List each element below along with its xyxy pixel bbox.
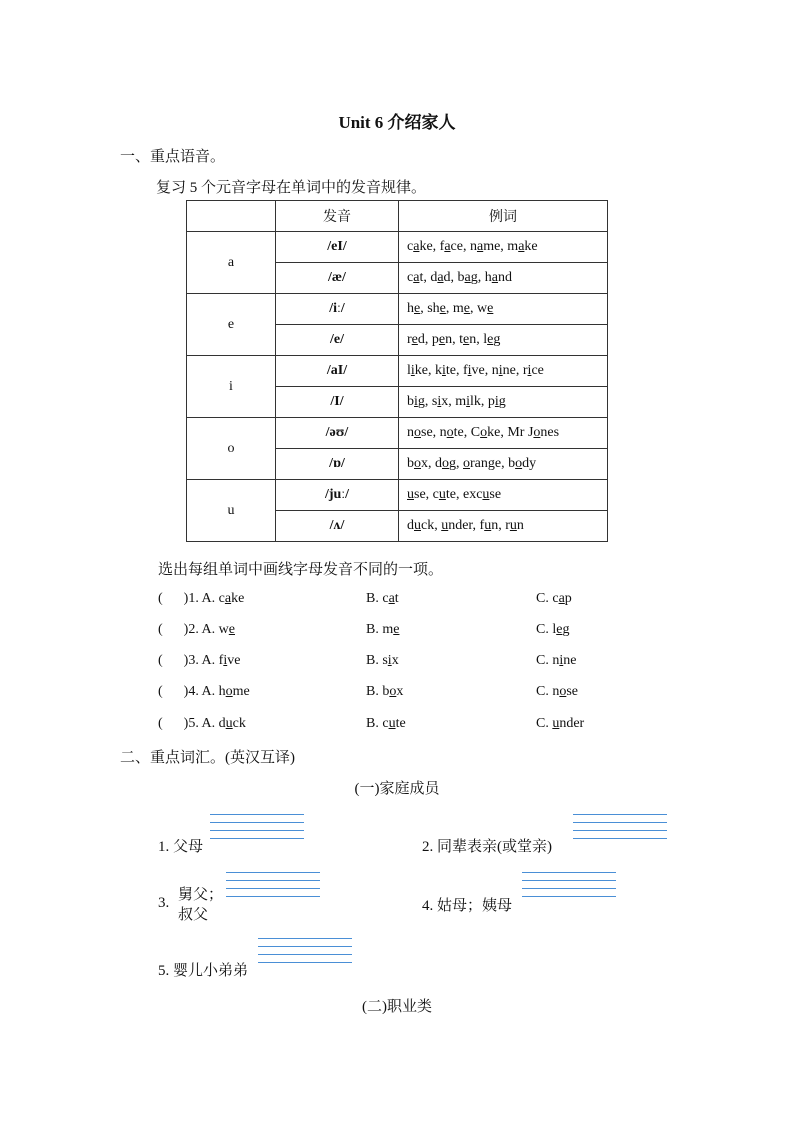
examples-e1: he, she, me, we [399, 294, 608, 325]
letter-o: o [187, 418, 276, 480]
sound-a2: /æ/ [276, 263, 399, 294]
vocab-text-3a: 舅父； [178, 887, 224, 903]
sound-o2: /ɒ/ [276, 449, 399, 480]
vocab-num: 1. [158, 839, 170, 855]
table-header-empty [187, 201, 276, 232]
page-title: Unit 6 介绍家人 [338, 113, 456, 132]
vocab-text: 同辈表亲(或堂亲) [437, 839, 552, 855]
phonics-table [186, 200, 608, 542]
sound-e1: /iː/ [276, 294, 399, 325]
examples-i2: big, six, milk, pig [399, 387, 608, 418]
examples-i1: like, kite, five, nine, rice [399, 356, 608, 387]
question-5: ( )5. A. duck [158, 716, 246, 731]
examples-u2: duck, under, fun, run [399, 511, 608, 542]
vocab-text: 姑母；姨母 [437, 898, 513, 914]
question-1: ( )1. A. cake [158, 591, 245, 606]
question-3-b: B. six [366, 653, 399, 668]
examples-o2: box, dog, orange, body [399, 449, 608, 480]
vocab-text: 婴儿小弟弟 [173, 963, 249, 979]
question-4: ( )4. A. home [158, 684, 250, 699]
letter-u: u [187, 480, 276, 542]
question-3: ( )3. A. five [158, 653, 241, 668]
examples-e2: red, pen, ten, leg [399, 325, 608, 356]
answer-lines-5[interactable] [258, 938, 352, 974]
answer-lines-4[interactable] [522, 872, 616, 908]
sound-a1: /eI/ [276, 232, 399, 263]
letter-e: e [187, 294, 276, 356]
table-header-examples: 例词 [399, 201, 608, 232]
letter-a: a [187, 232, 276, 294]
examples-a1: cake, face, name, make [399, 232, 608, 263]
answer-lines-2[interactable] [573, 814, 667, 850]
question-4-c: C. nose [536, 684, 579, 699]
table-header-sound: 发音 [276, 201, 399, 232]
letter-i: i [187, 356, 276, 418]
examples-o1: nose, note, Coke, Mr Jones [399, 418, 608, 449]
sound-o1: /əʊ/ [276, 418, 399, 449]
question-3-c: C. nine [536, 653, 577, 668]
vocab-item-1 [158, 835, 203, 856]
vocab-num: 2. [422, 839, 434, 855]
vocab-num-3: 3. [158, 895, 170, 911]
category-jobs: (二)职业类 [362, 999, 432, 1015]
sound-u2: /ʌ/ [276, 511, 399, 542]
sound-i2: /I/ [276, 387, 399, 418]
question-5-b: B. cute [366, 716, 406, 731]
vocab-item-4 [422, 894, 512, 915]
section1-intro: 复习 5 个元音字母在单词中的发音规律。 [156, 180, 427, 196]
question-2: ( )2. A. we [158, 622, 235, 637]
examples-u1: use, cute, excuse [399, 480, 608, 511]
sound-i1: /aI/ [276, 356, 399, 387]
category-family: (一)家庭成员 [354, 781, 440, 797]
vocab-num: 5. [158, 963, 170, 979]
question-2-b: B. me [366, 622, 400, 637]
instruction: 选出每组单词中画线字母发音不同的一项。 [158, 562, 444, 578]
answer-lines-3[interactable] [226, 872, 320, 908]
answer-lines-1[interactable] [210, 814, 304, 850]
examples-a2: cat, dad, bag, hand [399, 263, 608, 294]
question-4-b: B. box [366, 684, 404, 699]
section2-heading: 二、重点词汇。(英汉互译) [120, 750, 295, 766]
vocab-item-5 [158, 959, 248, 980]
question-1-c: C. cap [536, 591, 572, 606]
sound-e2: /e/ [276, 325, 399, 356]
question-1-b: B. cat [366, 591, 399, 606]
vocab-num: 4. [422, 898, 434, 914]
question-2-c: C. leg [536, 622, 570, 637]
question-5-c: C. under [536, 716, 585, 731]
vocab-item-2 [422, 835, 552, 856]
sound-u1: /juː/ [276, 480, 399, 511]
section1-heading: 一、重点语音。 [120, 149, 226, 165]
vocab-text-3b: 叔父 [178, 907, 209, 923]
vocab-text: 父母 [173, 839, 204, 855]
